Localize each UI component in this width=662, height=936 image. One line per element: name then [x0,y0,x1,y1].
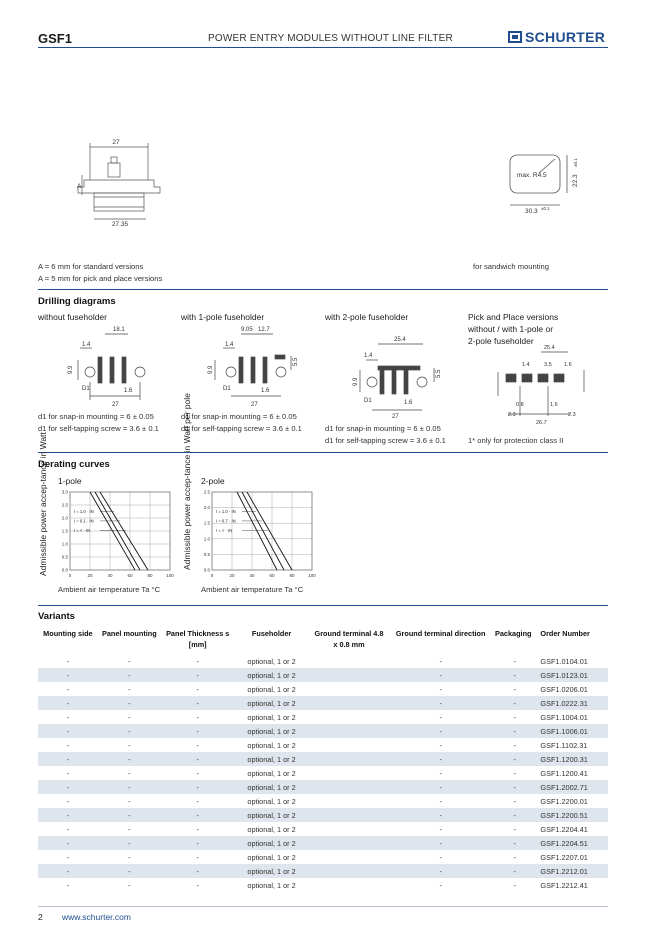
d3-dim-vert: 9.9 [353,377,359,386]
y-tick-label: 0.5 [203,551,210,557]
d4-dim-g: 26.7 [536,420,547,426]
table-cell: - [439,712,442,722]
table-cell: optional, 1 or 2 [234,668,308,682]
table-cell: GSF1.1200.41 [540,768,588,778]
column-header: Panel mounting [98,626,161,654]
d1-dim-vert: 9.9 [68,365,74,374]
table-cell: - [513,740,516,750]
y-tick-label: 1.0 [203,536,210,542]
table-cell: optional, 1 or 2 [234,752,308,766]
table-cell: - [389,668,492,682]
table-cell [309,696,390,710]
table-row [38,668,608,682]
d3-dim-left: 1.4 [364,353,373,359]
table-cell [309,850,390,864]
product-code: GSF1 [38,31,72,46]
d3-dim-d1: D1 [364,398,372,404]
drilling-panel-4-title-1: Pick and Place versions [468,312,559,322]
d2-dim-top2: 12.7 [258,327,270,333]
table-cell: - [492,752,537,766]
chart-1-ylabel: Admissible power accep-tance in Watt [38,432,48,576]
table-cell: - [128,796,131,806]
table-cell: - [98,752,161,766]
table-cell [309,766,390,780]
table-cell: - [439,796,442,806]
series-label: I = < · IN [216,527,233,533]
table-cell: - [389,696,492,710]
x-tick-label: 100 [308,573,316,578]
table-cell: - [513,712,516,722]
table-cell: - [196,796,199,806]
y-tick-label: 0.0 [61,567,68,573]
d3-dim-right: 5.5 [436,369,442,378]
table-cell [309,822,390,836]
table-cell: optional, 1 or 2 [247,656,296,666]
table-row [38,864,608,878]
table-row [38,682,608,696]
y-tick-label: 0.0 [203,567,210,573]
table-cell: optional, 1 or 2 [247,852,296,862]
table-cell: optional, 1 or 2 [234,724,308,738]
section-rule [38,289,608,290]
sandwich-radius: max. R4.5 [517,172,547,179]
table-cell: - [66,684,70,694]
x-tick-label: 40 [107,573,113,578]
module-body [94,193,144,211]
series-line [237,492,277,570]
table-cell: GSF1.1200.31 [537,752,608,766]
x-tick-label: 60 [127,573,133,578]
table-row [38,850,608,864]
series-line [242,492,284,570]
column-header: Packaging [492,626,537,654]
table-cell: - [66,880,70,890]
d3-dim-top: 25.4 [394,337,406,343]
table-cell: - [128,824,131,834]
table-cell: - [128,712,131,722]
table-cell: - [492,836,537,850]
table-cell [309,836,390,850]
table-cell: - [98,696,161,710]
sandwich-width: 30.3 [525,208,538,215]
x-tick-label: 40 [249,573,255,578]
table-cell: - [38,780,98,794]
table-cell: - [492,808,537,822]
table-cell: - [492,724,537,738]
section-rule [38,452,608,453]
table-cell: - [161,808,235,822]
d1-note-2: d1 for self-tapping screw = 3.6 ± 0.1 [38,424,159,433]
table-cell: - [38,696,98,710]
series-label: I = 0.7 · IN [216,518,236,524]
column-header: Fuseholder [234,626,308,654]
dimension-drawing [70,135,180,230]
table-cell: - [439,852,442,862]
d2-dim-left: 1.4 [225,342,234,348]
y-tick-label: 0.5 [61,554,68,560]
d4-dim-a: 1.4 [522,362,530,368]
variants-title: Variants [38,611,75,622]
d3-note-2: d1 for self-tapping screw = 3.6 ± 0.1 [325,436,446,445]
table-cell: - [38,724,98,738]
d4-dim-b: 3.5 [544,362,552,368]
chart-1-xlabel: Ambient air temperature Ta °C [58,585,161,594]
d3-dim-gap: 1.6 [404,400,413,406]
x-tick-label: 0 [210,573,214,578]
derating-title: Derating curves [38,459,110,470]
note-a-standard: A = 6 mm for standard versions [38,262,144,271]
table-cell: optional, 1 or 2 [247,768,296,778]
table-cell: GSF1.2207.01 [540,852,588,862]
table-cell: GSF1.2200.01 [540,796,588,806]
table-cell: - [38,836,98,850]
dim-width-bottom: 27.35 [111,221,129,228]
d2-note-1: d1 for snap-in mounting = 6 ± 0.05 [181,412,297,421]
table-row [38,696,608,710]
table-cell: optional, 1 or 2 [247,880,296,890]
x-tick-label: 100 [166,573,174,578]
table-cell: - [161,864,235,878]
table-cell [309,752,390,766]
table-row [38,752,608,766]
d2-dim-right: 5.5 [293,357,299,366]
d2-dim-bottom: 27 [251,402,258,408]
derating-chart-1-pole [56,486,186,582]
table-cell: GSF1.2204.51 [537,836,608,850]
note-a-pick: A = 5 mm for pick and place versions [38,274,163,283]
table-cell: - [389,780,492,794]
mount-hole-left [85,367,95,377]
x-tick-label: 80 [289,573,295,578]
table-cell: optional, 1 or 2 [247,684,296,694]
column-header: Order Number [537,626,608,654]
table-cell [309,808,390,822]
table-cell: GSF1.2212.41 [540,880,588,890]
dim-width-top: 27 [112,139,120,146]
d3-dim-bottom: 27 [392,414,399,420]
table-cell: - [128,740,131,750]
table-row [38,822,608,836]
drilling-panel-2-title: with 1-pole fuseholder [181,312,265,322]
table-cell: - [513,824,516,834]
column-header: Panel Thickness s [mm] [161,626,235,654]
table-cell: - [128,768,131,778]
drilling-panel-4-title-2: without / with 1-pole or [468,324,554,334]
table-cell [309,878,390,892]
table-cell: - [66,712,70,722]
footer-rule [38,906,608,907]
table-cell: - [66,824,70,834]
table-cell: - [128,684,131,694]
module-flange [78,180,160,193]
table-cell: optional, 1 or 2 [234,780,308,794]
brand-name: SCHURTER [525,29,606,45]
table-row [38,654,608,669]
series-label: I = 1.0 · IN [216,509,236,515]
variants-table [38,626,608,892]
table-cell [309,710,390,724]
table-cell [309,794,390,808]
d4-dim-e: 1.6 [550,402,558,408]
table-cell: optional, 1 or 2 [234,696,308,710]
y-tick-label: 1.5 [203,520,210,526]
table-cell: - [98,864,161,878]
table-cell: - [492,780,537,794]
table-cell: - [38,668,98,682]
d4-dim-d: 0.8 [516,402,524,408]
mount-hole-left [226,367,236,377]
mount-hole-right [417,377,427,387]
drilling-panel-1-title: without fuseholder [38,312,107,322]
x-tick-label: 60 [269,573,275,578]
table-cell: optional, 1 or 2 [247,740,296,750]
mount-hole-right [135,367,145,377]
table-cell: GSF1.2200.51 [537,808,608,822]
y-tick-label: 1.0 [61,541,68,547]
series-label: I = 1.0 · IN [74,509,94,515]
header-rule [38,47,608,48]
table-cell [309,724,390,738]
table-cell: optional, 1 or 2 [247,712,296,722]
d4-dim-f: 2.3 [508,412,516,418]
sandwich-width-tol: ±0.1 [541,206,550,211]
table-cell [309,780,390,794]
table-cell: GSF1.0104.01 [540,656,588,666]
table-cell: - [513,796,516,806]
table-cell: - [66,656,70,666]
table-cell: GSF1.0222.31 [537,696,608,710]
x-tick-label: 20 [229,573,235,578]
sandwich-caption: for sandwich mounting [473,262,549,271]
sandwich-drawing [495,145,595,220]
x-tick-label: 0 [68,573,72,578]
table-cell [309,682,390,696]
table-cell: - [513,768,516,778]
page-number: 2 [38,912,43,922]
table-cell: - [38,752,98,766]
d2-dim-top1: 9.05 [241,327,253,333]
drilling-diagram-2 [203,322,303,410]
series-label: I = 0.1 · IN [74,518,94,524]
table-cell: - [98,724,161,738]
d1-dim-bottom: 27 [112,402,119,408]
table-row [38,780,608,794]
dim-a-label: A [77,183,82,190]
table-cell: - [389,808,492,822]
table-row [38,794,608,808]
y-tick-label: 1.5 [61,528,68,534]
table-cell: GSF1.0123.01 [537,668,608,682]
table-cell: - [196,740,199,750]
table-cell: - [98,808,161,822]
table-row [38,878,608,892]
table-cell: - [513,852,516,862]
table-cell: - [513,656,516,666]
table-cell: optional, 1 or 2 [247,824,296,834]
table-cell: - [161,836,235,850]
y-tick-label: 2.0 [61,515,68,521]
y-tick-label: 3.0 [61,489,68,495]
chart-2-title: 2-pole [201,476,225,486]
table-cell: - [128,880,131,890]
table-cell: - [196,684,199,694]
mount-hole-right [276,367,286,377]
column-header: Mounting side [38,626,98,654]
table-cell: - [38,808,98,822]
table-cell: optional, 1 or 2 [247,796,296,806]
table-cell: - [66,796,70,806]
mount-hole-left [367,377,377,387]
table-cell: optional, 1 or 2 [234,808,308,822]
table-cell: - [492,668,537,682]
logo-mark-icon [508,31,522,43]
table-row [38,738,608,752]
table-cell: GSF1.1102.31 [540,740,588,750]
d1-dim-gap: 1.6 [124,388,133,394]
table-cell: - [98,668,161,682]
table-cell: - [196,656,199,666]
sandwich-height-tol: ±0.1 [573,158,578,167]
table-cell: - [161,780,235,794]
drilling-diagram-3 [348,330,448,422]
table-cell: - [66,768,70,778]
table-cell [309,864,390,878]
table-cell: - [513,880,516,890]
d2-note-2: d1 for self-tapping screw = 3.6 ± 0.1 [181,424,302,433]
chart-2-xlabel: Ambient air temperature Ta °C [201,585,304,594]
table-row [38,766,608,780]
table-row [38,836,608,850]
y-tick-label: 2.5 [61,502,68,508]
table-cell: - [439,824,442,834]
table-cell: - [196,852,199,862]
table-cell: - [439,880,442,890]
x-tick-label: 80 [147,573,153,578]
table-cell: - [389,752,492,766]
table-cell: - [161,696,235,710]
table-cell: - [161,752,235,766]
section-rule [38,605,608,606]
module-cap [108,163,120,177]
y-tick-label: 2.0 [203,505,210,511]
x-tick-label: 20 [87,573,93,578]
chart-2-ylabel: Admissible power accep-tance in Watt per pole [182,393,192,570]
page-subtitle: POWER ENTRY MODULES WITHOUT LINE FILTER [208,33,453,44]
table-cell [309,654,390,669]
table-cell: - [161,724,235,738]
d1-dim-d1: D1 [82,386,90,392]
table-cell [309,668,390,682]
d2-dim-d1: D1 [223,386,231,392]
table-cell: - [492,864,537,878]
d4-dim-top: 25.4 [544,345,555,351]
table-row [38,724,608,738]
drilling-title: Drilling diagrams [38,296,116,307]
table-cell: - [389,864,492,878]
d3-note-1: d1 for snap-in mounting = 6 ± 0.05 [325,424,441,433]
table-cell: GSF1.0206.01 [540,684,588,694]
derating-chart-2-pole [198,486,328,582]
table-cell: GSF1.2212.01 [537,864,608,878]
table-row [38,710,608,724]
table-cell: - [196,880,199,890]
table-cell: - [439,684,442,694]
d1-note-1: d1 for snap-in mounting = 6 ± 0.05 [38,412,154,421]
series-label: I = < · IN [74,527,91,533]
drilling-panel-3-title: with 2-pole fuseholder [325,312,409,322]
table-cell: - [196,824,199,834]
series-line [247,492,292,570]
table-cell: - [66,740,70,750]
d4-note: 1* only for protection class II [468,436,564,445]
table-cell: - [161,668,235,682]
brand-logo[interactable] [508,28,605,46]
table-cell: GSF1.2204.41 [540,824,588,834]
table-cell: - [389,836,492,850]
variants-header-row [38,626,608,654]
table-cell: - [98,836,161,850]
drilling-diagram-1 [60,322,160,410]
table-cell: - [439,740,442,750]
table-cell: GSF1.1004.01 [540,712,588,722]
table-cell: optional, 1 or 2 [234,864,308,878]
table-cell: - [439,656,442,666]
d2-dim-gap: 1.6 [261,388,270,394]
table-cell: - [196,712,199,722]
chart-1-title: 1-pole [58,476,82,486]
d4-dim-c: 1.6 [564,362,572,368]
table-cell: - [38,864,98,878]
column-header: Ground terminal direction [389,626,492,654]
drilling-diagram-4 [486,342,598,428]
d2-dim-vert: 9.9 [208,365,214,374]
table-row [38,808,608,822]
table-cell: GSF1.1006.01 [537,724,608,738]
table-cell: - [98,780,161,794]
table-cell: - [128,852,131,862]
d1-dim-top: 18.1 [113,327,125,333]
table-cell: - [492,696,537,710]
table-cell: - [389,724,492,738]
sandwich-height: 22.3 [572,174,579,187]
footer-link[interactable]: www.schurter.com [62,912,131,922]
column-header: Ground terminal 4.8 x 0.8 mm [309,626,390,654]
table-cell: - [128,656,131,666]
table-cell: - [513,684,516,694]
table-cell [309,738,390,752]
table-cell: - [196,768,199,778]
d4-dim-h: 2.3 [568,412,576,418]
d1-dim-left: 1.4 [82,342,91,348]
table-cell: - [439,768,442,778]
table-cell: optional, 1 or 2 [234,836,308,850]
y-tick-label: 2.5 [203,489,210,495]
table-cell: GSF1.2002.71 [537,780,608,794]
table-cell: - [66,852,70,862]
drilling-panel-4-title-3: 2-pole fuseholder [468,336,534,346]
